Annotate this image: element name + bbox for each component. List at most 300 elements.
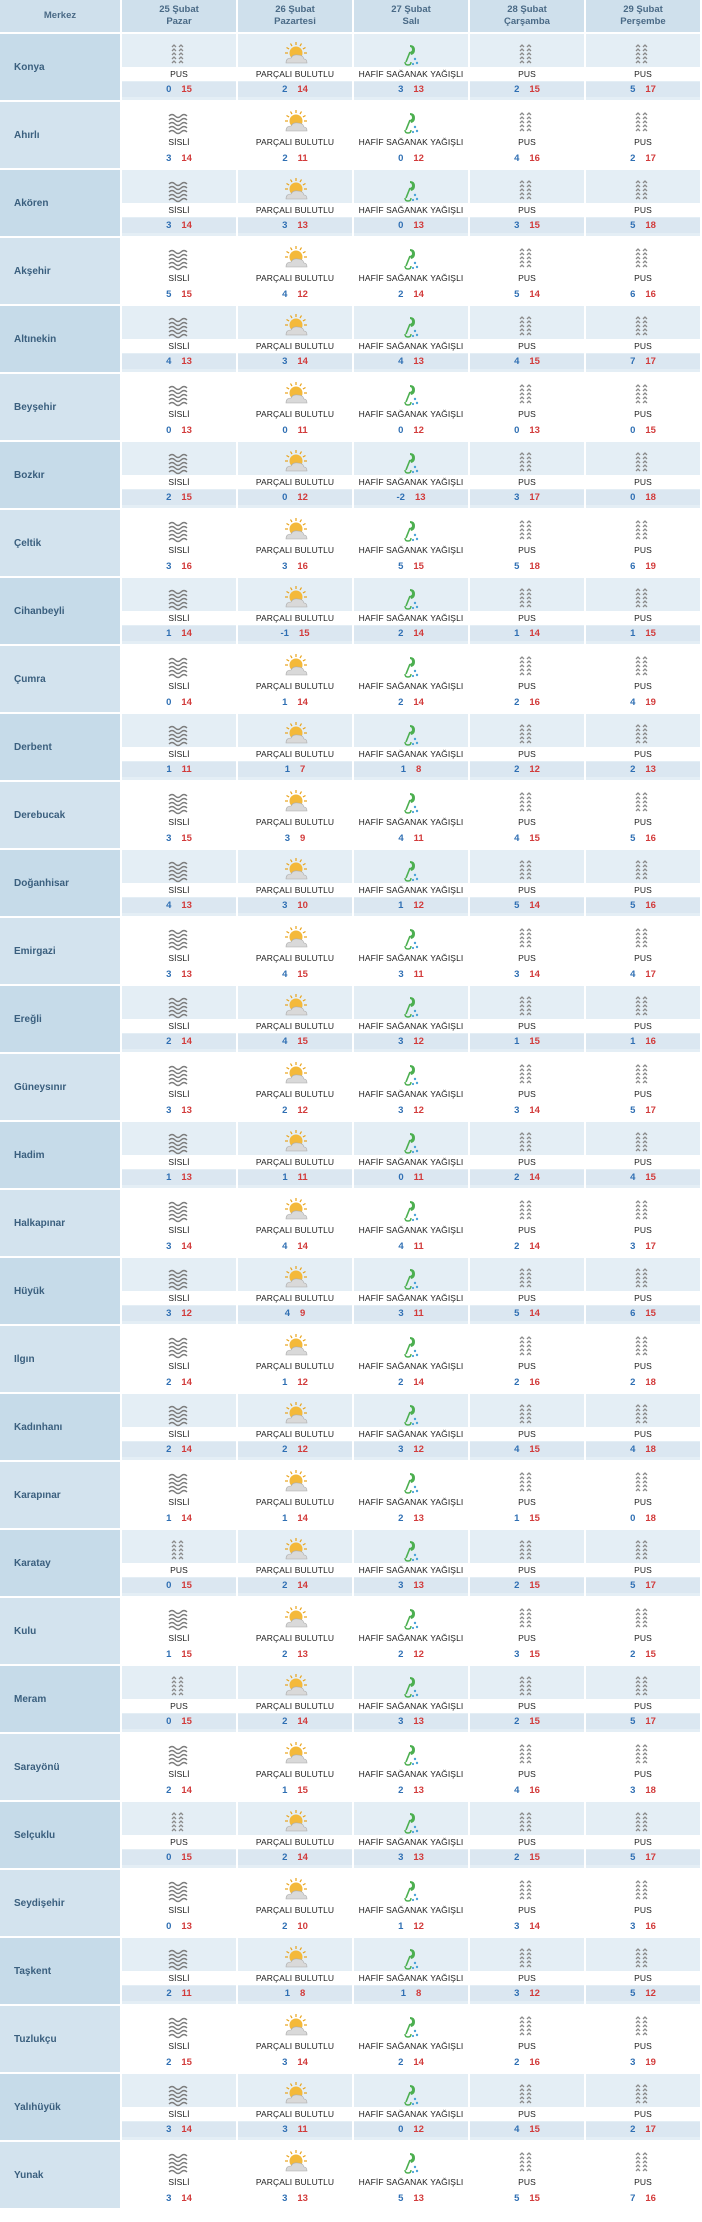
light-shower-icon (398, 382, 424, 408)
max-temp: 15 (298, 628, 310, 639)
forecast-cell (121, 1733, 237, 1801)
temperature-range (586, 1513, 700, 1524)
min-temp: 5 (514, 561, 520, 572)
forecast-cell (353, 305, 469, 373)
temperature-range (586, 1034, 700, 1049)
max-temp: 12 (413, 153, 424, 164)
condition-label: PUS (586, 1699, 700, 1713)
haze-icon (514, 110, 540, 136)
partly-cloudy-icon (282, 246, 308, 272)
forecast-cell (121, 1665, 237, 1733)
max-temp: 14 (181, 1785, 192, 1796)
forecast-cell (469, 1189, 585, 1257)
min-temp: 3 (630, 1785, 636, 1796)
max-temp: 15 (529, 1716, 540, 1727)
forecast-cell (469, 1121, 585, 1189)
temperature-range (354, 354, 468, 369)
haze-icon (514, 1470, 540, 1496)
condition-label: PARÇALI BULUTLU (255, 1497, 335, 1507)
table-row (0, 985, 701, 1053)
max-temp: 11 (297, 425, 308, 436)
haze-icon (630, 1878, 656, 1904)
min-temp: 2 (282, 84, 288, 95)
max-temp: 14 (181, 697, 192, 708)
haze-icon (514, 178, 540, 204)
condition-label: PUS (518, 1361, 536, 1371)
max-temp: 18 (645, 492, 656, 503)
temperature-range (470, 1986, 584, 2001)
forecast-cell (121, 985, 237, 1053)
temperature-range (586, 490, 700, 505)
min-temp: 2 (166, 1377, 172, 1388)
condition-label: SİSLİ (122, 2107, 236, 2121)
forecast-cell (121, 305, 237, 373)
condition-label: PARÇALI BULUTLU (255, 545, 335, 555)
max-temp: 14 (413, 1377, 424, 1388)
forecast-cell (121, 917, 237, 985)
forecast-cell (121, 1393, 237, 1461)
temperature-range (122, 1105, 236, 1116)
condition-label: SİSLİ (122, 1019, 236, 1033)
temperature-range (470, 1714, 584, 1729)
max-temp: 13 (413, 2193, 424, 2204)
forecast-cell (469, 849, 585, 917)
forecast-cell (121, 237, 237, 305)
table-row (0, 1461, 701, 1529)
condition-label: SİSLİ (122, 1971, 236, 1985)
temperature-range (586, 762, 700, 777)
min-temp: 4 (282, 1241, 288, 1252)
condition-label: PUS (470, 2107, 584, 2121)
max-temp: 8 (416, 764, 422, 775)
condition-label: SİSLİ (168, 1225, 190, 1235)
table-row (0, 441, 701, 509)
max-temp: 17 (645, 969, 656, 980)
condition-label: PUS (518, 953, 536, 963)
temperature-range (122, 1921, 236, 1932)
max-temp: 13 (181, 900, 192, 911)
temperature-range (122, 969, 236, 980)
city-name: Emirgazi (0, 917, 121, 985)
city-name: Ilgın (0, 1325, 121, 1393)
max-temp: 19 (645, 2057, 656, 2068)
day-header (469, 0, 585, 33)
max-temp: 15 (529, 1852, 540, 1863)
condition-label: PUS (518, 1905, 536, 1915)
haze-icon (514, 1742, 540, 1768)
merkez-label: Merkez (43, 10, 77, 21)
condition-label: SİSLİ (168, 1769, 190, 1779)
min-temp: 3 (282, 561, 288, 572)
city-name: Halkapınar (0, 1189, 121, 1257)
min-temp: 5 (630, 1105, 636, 1116)
temperature-range (122, 1649, 236, 1660)
haze-icon (630, 2150, 656, 2176)
max-temp: 12 (413, 1036, 424, 1047)
min-temp: 2 (282, 1649, 288, 1660)
table-row (0, 1393, 701, 1461)
temperature-range (586, 2122, 700, 2137)
temperature-range (238, 218, 352, 233)
forecast-cell (469, 441, 585, 509)
min-temp: 3 (514, 492, 520, 503)
forecast-cell (121, 781, 237, 849)
city-name: Doğanhisar (0, 849, 121, 917)
condition-label: PUS (634, 1633, 652, 1643)
temperature-range (470, 762, 584, 777)
max-temp: 14 (297, 1241, 308, 1252)
temperature-range (470, 1306, 584, 1321)
light-shower-icon (398, 110, 424, 136)
table-row (0, 305, 701, 373)
max-temp: 15 (529, 833, 540, 844)
temperature-range (122, 762, 236, 777)
max-temp: 17 (645, 1716, 656, 1727)
temperature-range (586, 898, 700, 913)
haze-icon (514, 1402, 540, 1428)
fog-icon (166, 586, 192, 612)
min-temp: 4 (630, 1444, 636, 1455)
haze-icon (630, 1130, 656, 1156)
forecast-cell (353, 509, 469, 577)
temperature-range (238, 1377, 352, 1388)
header-row (0, 0, 701, 33)
haze-icon (630, 382, 656, 408)
max-temp: 15 (529, 1513, 540, 1524)
merkez-header (0, 0, 121, 33)
min-temp: 5 (630, 833, 636, 844)
max-temp: 16 (645, 833, 656, 844)
forecast-cell (585, 169, 701, 237)
min-temp: 3 (284, 833, 290, 844)
haze-icon (630, 1470, 656, 1496)
forecast-cell (121, 1869, 237, 1937)
forecast-cell (469, 1869, 585, 1937)
min-temp: 1 (284, 1988, 290, 1999)
forecast-cell (585, 577, 701, 645)
max-temp: 13 (181, 1172, 192, 1183)
partly-cloudy-icon (282, 1266, 308, 1292)
condition-label: SİSLİ (168, 817, 190, 827)
forecast-cell (585, 2141, 701, 2209)
haze-icon (630, 722, 656, 748)
forecast-cell (121, 1257, 237, 1325)
fog-icon (166, 2150, 192, 2176)
forecast-cell (469, 1597, 585, 1665)
day-weekday: Salı (402, 16, 420, 27)
forecast-cell (585, 1869, 701, 1937)
temperature-range (470, 2193, 584, 2204)
max-temp: 12 (413, 1921, 424, 1932)
light-shower-icon (398, 2150, 424, 2176)
temperature-range (470, 1921, 584, 1932)
forecast-cell (469, 781, 585, 849)
min-temp: 3 (514, 1649, 520, 1660)
forecast-cell (469, 169, 585, 237)
max-temp: 14 (529, 1308, 540, 1319)
fog-icon (166, 994, 192, 1020)
condition-label: PUS (470, 1019, 584, 1033)
condition-label: PUS (518, 681, 536, 691)
light-shower-icon (398, 246, 424, 272)
max-temp: 13 (297, 220, 308, 231)
condition-label: PUS (586, 1155, 700, 1169)
min-temp: 5 (398, 2193, 404, 2204)
condition-label: HAFİF SAĞANAK YAĞIŞLI (354, 1427, 468, 1441)
min-temp: 1 (166, 628, 172, 639)
max-temp: 14 (413, 697, 424, 708)
min-temp: 3 (398, 1036, 404, 1047)
condition-label: PUS (586, 203, 700, 217)
temperature-range (122, 697, 236, 708)
temperature-range (470, 1578, 584, 1593)
min-temp: 0 (630, 1513, 636, 1524)
haze-icon (630, 1810, 656, 1836)
temperature-range (586, 2057, 700, 2068)
temperature-range (470, 1034, 584, 1049)
light-shower-icon (398, 314, 424, 340)
min-temp: 4 (630, 1172, 636, 1183)
temperature-range (586, 1578, 700, 1593)
light-shower-icon (398, 722, 424, 748)
max-temp: 12 (413, 425, 424, 436)
temperature-range (238, 561, 352, 572)
table-row (0, 1257, 701, 1325)
min-temp: 3 (282, 2193, 288, 2204)
condition-label: PARÇALI BULUTLU (238, 1563, 352, 1577)
temperature-range (586, 1785, 700, 1796)
max-temp: 14 (181, 1513, 192, 1524)
temperature-range (238, 833, 352, 844)
min-temp: 2 (630, 764, 636, 775)
fog-icon (166, 1402, 192, 1428)
temperature-range (238, 1170, 352, 1185)
light-shower-icon (398, 858, 424, 884)
forecast-cell (353, 1393, 469, 1461)
temperature-range (354, 626, 468, 641)
day-date: 28 Şubat (507, 4, 547, 15)
condition-label: PARÇALI BULUTLU (255, 1905, 335, 1915)
condition-label: PUS (634, 681, 652, 691)
fog-icon (166, 178, 192, 204)
temperature-range (238, 1306, 352, 1321)
min-temp: 2 (514, 1852, 520, 1863)
min-temp: 5 (630, 1852, 636, 1863)
partly-cloudy-icon (282, 1878, 308, 1904)
temperature-range (470, 425, 584, 436)
max-temp: 14 (181, 1377, 192, 1388)
condition-label: HAFİF SAĞANAK YAĞIŞLI (354, 2107, 468, 2121)
min-temp: 2 (166, 2057, 172, 2068)
forecast-cell (353, 645, 469, 713)
forecast-cell (121, 101, 237, 169)
min-temp: 1 (630, 628, 636, 639)
forecast-cell (469, 985, 585, 1053)
light-shower-icon (398, 1402, 424, 1428)
max-temp: 14 (529, 628, 540, 639)
condition-label: PARÇALI BULUTLU (238, 1971, 352, 1985)
condition-label: HAFİF SAĞANAK YAĞIŞLI (354, 611, 468, 625)
temperature-range (122, 1306, 236, 1321)
forecast-cell (353, 373, 469, 441)
forecast-cell (353, 169, 469, 237)
temperature-range (122, 1442, 236, 1457)
haze-icon (630, 1198, 656, 1224)
max-temp: 19 (645, 561, 656, 572)
forecast-cell (469, 1053, 585, 1121)
temperature-range (586, 1649, 700, 1660)
condition-label: PARÇALI BULUTLU (255, 2041, 335, 2051)
min-temp: 1 (400, 1988, 406, 1999)
condition-label: HAFİF SAĞANAK YAĞIŞLI (354, 475, 468, 489)
city-name: Ahırlı (0, 101, 121, 169)
haze-icon (630, 1742, 656, 1768)
light-shower-icon (398, 450, 424, 476)
forecast-cell (353, 1053, 469, 1121)
partly-cloudy-icon (282, 450, 308, 476)
min-temp: 4 (514, 833, 520, 844)
temperature-range (354, 1513, 468, 1524)
forecast-cell (237, 1325, 353, 1393)
temperature-range (354, 969, 468, 980)
min-temp: 0 (398, 220, 404, 231)
condition-label: PUS (586, 611, 700, 625)
haze-icon (630, 1538, 656, 1564)
table-row (0, 1665, 701, 1733)
forecast-cell (121, 1325, 237, 1393)
haze-icon (630, 1674, 656, 1700)
haze-icon (630, 178, 656, 204)
temperature-range (122, 2193, 236, 2204)
condition-label: SİSLİ (122, 475, 236, 489)
min-temp: 0 (630, 492, 636, 503)
forecast-cell (121, 169, 237, 237)
haze-icon (630, 450, 656, 476)
temperature-range (586, 1850, 700, 1865)
forecast-cell (353, 1597, 469, 1665)
min-temp: -2 (396, 492, 405, 503)
forecast-cell (469, 1529, 585, 1597)
max-temp: 12 (297, 492, 308, 503)
day-header (585, 0, 701, 33)
min-temp: 3 (166, 2124, 172, 2135)
table-row (0, 2073, 701, 2141)
haze-icon (630, 1062, 656, 1088)
condition-label: PARÇALI BULUTLU (255, 409, 335, 419)
max-temp: 14 (529, 1241, 540, 1252)
city-name: Hüyük (0, 1257, 121, 1325)
fog-icon (166, 382, 192, 408)
day-date: 25 Şubat (159, 4, 199, 15)
min-temp: 3 (166, 153, 172, 164)
forecast-cell (585, 1733, 701, 1801)
min-temp: 0 (514, 425, 520, 436)
light-shower-icon (398, 994, 424, 1020)
forecast-cell (469, 305, 585, 373)
condition-label: PUS (470, 747, 584, 761)
fog-icon (166, 926, 192, 952)
table-row (0, 849, 701, 917)
light-shower-icon (398, 1198, 424, 1224)
max-temp: 12 (529, 1988, 540, 1999)
max-temp: 11 (297, 2124, 308, 2135)
forecast-cell (585, 1937, 701, 2005)
min-temp: 2 (630, 153, 636, 164)
min-temp: 4 (282, 969, 288, 980)
condition-label: PUS (122, 1835, 236, 1849)
table-row (0, 237, 701, 305)
temperature-range (122, 1377, 236, 1388)
min-temp: 3 (282, 220, 288, 231)
condition-label: PARÇALI BULUTLU (255, 953, 335, 963)
max-temp: 13 (529, 425, 540, 436)
max-temp: 12 (645, 1988, 656, 1999)
max-temp: 17 (645, 1105, 656, 1116)
condition-label: PARÇALI BULUTLU (238, 1835, 352, 1849)
forecast-cell (469, 1665, 585, 1733)
temperature-range (122, 490, 236, 505)
temperature-range (238, 762, 352, 777)
temperature-range (470, 969, 584, 980)
forecast-cell (121, 33, 237, 101)
max-temp: 13 (181, 1105, 192, 1116)
forecast-cell (121, 1529, 237, 1597)
partly-cloudy-icon (282, 110, 308, 136)
max-temp: 14 (181, 153, 192, 164)
condition-label: PUS (586, 475, 700, 489)
max-temp: 15 (181, 833, 192, 844)
condition-label: HAFİF SAĞANAK YAĞIŞLI (358, 1225, 464, 1235)
temperature-range (122, 1578, 236, 1593)
fog-icon (166, 1742, 192, 1768)
city-name: Altınekin (0, 305, 121, 373)
min-temp: 6 (630, 1308, 636, 1319)
min-temp: 0 (166, 84, 172, 95)
temperature-range (238, 2057, 352, 2068)
min-temp: 6 (630, 561, 636, 572)
condition-label: SİSLİ (168, 1905, 190, 1915)
temperature-range (238, 1034, 352, 1049)
condition-label: HAFİF SAĞANAK YAĞIŞLI (358, 409, 464, 419)
condition-label: PUS (518, 409, 536, 419)
max-temp: 14 (413, 289, 424, 300)
haze-icon (514, 722, 540, 748)
haze-icon (514, 314, 540, 340)
max-temp: 18 (645, 220, 656, 231)
temperature-range (470, 218, 584, 233)
condition-label: SİSLİ (122, 203, 236, 217)
max-temp: 15 (645, 1649, 656, 1660)
temperature-range (586, 561, 700, 572)
condition-label: PUS (470, 1835, 584, 1849)
min-temp: 0 (166, 425, 172, 436)
min-temp: 0 (398, 153, 404, 164)
max-temp: 15 (181, 492, 192, 503)
city-name: Beyşehir (0, 373, 121, 441)
table-row (0, 1053, 701, 1121)
forecast-cell (353, 237, 469, 305)
temperature-range (586, 1714, 700, 1729)
forecast-cell (585, 1121, 701, 1189)
condition-label: PARÇALI BULUTLU (255, 2177, 335, 2187)
forecast-cell (237, 1053, 353, 1121)
min-temp: 7 (630, 2193, 636, 2204)
condition-label: SİSLİ (168, 409, 190, 419)
max-temp: 14 (181, 1444, 192, 1455)
condition-label: SİSLİ (168, 1089, 190, 1099)
min-temp: 2 (514, 84, 520, 95)
min-temp: 1 (282, 1785, 288, 1796)
